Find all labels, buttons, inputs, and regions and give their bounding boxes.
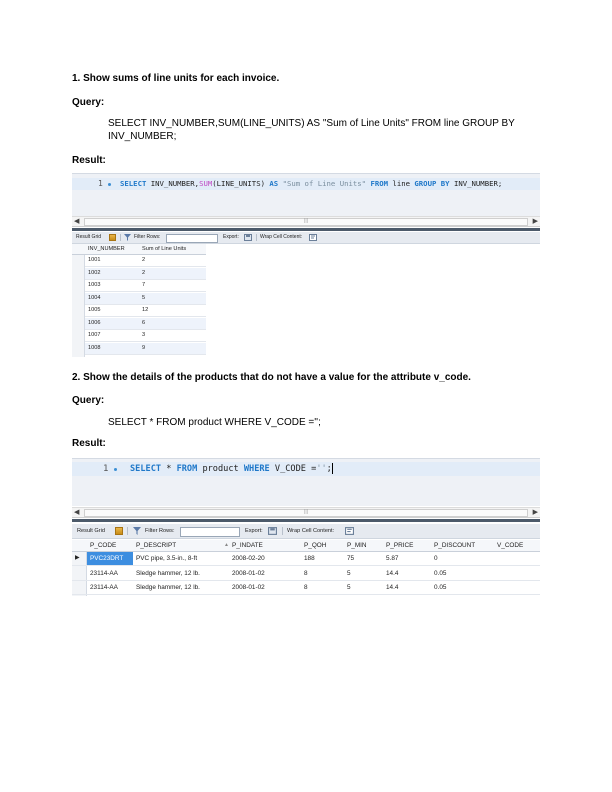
column-header[interactable]: Sum of Line Units bbox=[142, 246, 187, 252]
toolbar-separator bbox=[127, 527, 128, 535]
table-row[interactable] bbox=[72, 552, 540, 566]
table-cell[interactable]: 2008-01-02 bbox=[232, 584, 265, 591]
grip-icon: ||| bbox=[304, 218, 308, 224]
filter-rows-input[interactable] bbox=[166, 234, 218, 243]
table-cell[interactable]: 5 bbox=[142, 294, 146, 301]
filter-rows-label: Filter Rows: bbox=[145, 528, 175, 534]
grid-header bbox=[72, 244, 206, 255]
table-row[interactable] bbox=[85, 343, 206, 355]
table-row[interactable] bbox=[85, 255, 206, 267]
table-row[interactable] bbox=[72, 567, 540, 581]
table-cell[interactable]: 1007 bbox=[88, 332, 101, 338]
table-cell[interactable]: 0.05 bbox=[434, 584, 447, 591]
table-cell[interactable]: 2008-01-02 bbox=[232, 569, 265, 577]
table-cell[interactable]: 1004 bbox=[88, 294, 101, 301]
table-row[interactable] bbox=[85, 268, 206, 280]
scrollbar-thumb[interactable] bbox=[84, 509, 528, 517]
result-grid-2[interactable] bbox=[72, 540, 540, 596]
table-cell[interactable]: 23114-AA bbox=[90, 584, 118, 591]
table-row[interactable] bbox=[85, 330, 206, 342]
section1-result-label: Result: bbox=[72, 155, 106, 166]
row-header-column bbox=[72, 244, 85, 357]
column-header[interactable]: P_CODE bbox=[90, 542, 117, 549]
table-cell[interactable]: 2 bbox=[142, 257, 146, 263]
wrap-cell-icon[interactable] bbox=[309, 234, 316, 241]
table-cell[interactable]: 8 bbox=[304, 569, 308, 577]
text-caret bbox=[332, 463, 333, 474]
sort-arrow-icon[interactable]: ▲ bbox=[224, 542, 229, 548]
sql-code[interactable]: SELECT INV_NUMBER,SUM(LINE_UNITS) AS "Sum of Line Units" FROM line GROUP BY INV_NUMBER; bbox=[120, 179, 503, 188]
wrap-cell-icon[interactable] bbox=[345, 527, 352, 534]
table-cell[interactable]: 1003 bbox=[88, 282, 101, 288]
column-header[interactable]: P_QOH bbox=[304, 542, 327, 549]
column-header[interactable]: V_CODE bbox=[497, 542, 524, 549]
table-cell[interactable]: 9 bbox=[142, 344, 146, 351]
export-label: Export: bbox=[245, 528, 263, 534]
column-header[interactable]: P_MIN bbox=[347, 542, 367, 549]
horizontal-scrollbar[interactable] bbox=[72, 216, 540, 227]
table-cell[interactable]: 1006 bbox=[88, 319, 101, 326]
line-marker-icon bbox=[108, 183, 111, 186]
section1-heading: 1. Show sums of line units for each invoice. bbox=[72, 73, 280, 84]
table-cell[interactable]: 75 bbox=[347, 555, 355, 562]
grid-icon[interactable] bbox=[115, 527, 123, 535]
result-grid-tab[interactable]: Result Grid bbox=[76, 234, 102, 240]
panel-divider bbox=[72, 228, 540, 231]
table-cell[interactable]: 14.4 bbox=[386, 569, 399, 577]
table-cell[interactable]: 1005 bbox=[88, 307, 101, 313]
wrap-cell-label: Wrap Cell Content: bbox=[287, 528, 335, 534]
table-cell[interactable]: 12 bbox=[142, 307, 149, 313]
result-grid-tab[interactable]: Result Grid bbox=[77, 528, 105, 534]
line-number: 1 bbox=[98, 179, 103, 188]
export-icon[interactable] bbox=[268, 527, 275, 534]
section1-query-label: Query: bbox=[72, 97, 105, 108]
table-cell[interactable]: 0.05 bbox=[434, 569, 447, 577]
column-header[interactable]: P_DISCOUNT bbox=[434, 542, 476, 549]
table-cell[interactable]: 1008 bbox=[88, 344, 101, 351]
panel-divider bbox=[72, 519, 540, 522]
column-header[interactable]: P_PRICE bbox=[386, 542, 414, 549]
export-label: Export: bbox=[223, 234, 239, 240]
table-row[interactable] bbox=[85, 305, 206, 317]
filter-rows-label: Filter Rows: bbox=[134, 234, 161, 240]
table-cell[interactable]: 23114-AA bbox=[90, 569, 118, 577]
table-cell[interactable]: 14.4 bbox=[386, 584, 399, 591]
section2-query-text: SELECT * FROM product WHERE V_CODE =''; bbox=[108, 417, 321, 428]
column-header[interactable]: P_DESCRIPT bbox=[136, 542, 177, 549]
table-cell[interactable]: 188 bbox=[304, 555, 315, 562]
line-marker-icon bbox=[114, 468, 117, 471]
current-row-pointer-icon: ▶ bbox=[75, 555, 80, 561]
column-header[interactable]: P_INDATE bbox=[232, 542, 263, 549]
section2-query-label: Query: bbox=[72, 395, 105, 406]
table-cell[interactable]: 5 bbox=[347, 569, 351, 577]
result-toolbar bbox=[72, 232, 540, 244]
sql-editor-2[interactable] bbox=[72, 458, 540, 506]
filter-rows-input[interactable] bbox=[180, 527, 240, 537]
table-cell[interactable]: 5 bbox=[347, 584, 351, 591]
toolbar-separator bbox=[120, 234, 121, 241]
table-cell[interactable]: 6 bbox=[142, 319, 146, 326]
section1-query-text: SELECT INV_NUMBER,SUM(LINE_UNITS) AS "Sum of Line Units" FROM line GROUP BY INV_NUMBER; bbox=[108, 118, 515, 142]
export-icon[interactable] bbox=[244, 234, 251, 241]
table-cell[interactable]: 7 bbox=[142, 282, 146, 288]
wrap-cell-label: Wrap Cell Content: bbox=[260, 234, 303, 240]
scrollbar-thumb[interactable] bbox=[84, 218, 528, 226]
table-cell[interactable]: 2 bbox=[142, 269, 146, 276]
grip-icon: ||| bbox=[304, 509, 308, 515]
section2-heading: 2. Show the details of the products that do not have a value for the attribute v_code. bbox=[72, 372, 471, 383]
result-grid-1[interactable] bbox=[72, 244, 206, 357]
filter-icon[interactable] bbox=[133, 527, 140, 534]
table-cell[interactable]: Sledge hammer, 12 lb. bbox=[136, 569, 200, 577]
scroll-left-icon[interactable]: ◀ bbox=[74, 509, 80, 516]
table-row[interactable] bbox=[85, 293, 206, 305]
table-cell[interactable]: 5.87 bbox=[386, 555, 399, 562]
result-toolbar bbox=[72, 524, 540, 539]
table-row[interactable] bbox=[85, 318, 206, 330]
toolbar-separator bbox=[282, 527, 283, 535]
scroll-right-icon[interactable]: ▶ bbox=[532, 509, 538, 516]
table-cell[interactable]: PVC pipe, 3.5-in., 8-ft bbox=[136, 555, 198, 562]
section2-result-label: Result: bbox=[72, 438, 106, 449]
scroll-right-icon[interactable]: ▶ bbox=[532, 218, 538, 225]
table-cell[interactable]: 3 bbox=[142, 332, 146, 338]
selected-cell[interactable]: PVC23DRT bbox=[87, 552, 133, 565]
grid-icon[interactable] bbox=[109, 234, 116, 241]
table-cell[interactable]: 8 bbox=[304, 584, 308, 591]
grid-header bbox=[72, 540, 540, 552]
table-cell[interactable]: 1002 bbox=[88, 269, 101, 276]
table-cell[interactable]: Sledge hammer, 12 lb. bbox=[136, 584, 200, 591]
sql-editor-1[interactable] bbox=[72, 173, 540, 216]
table-row[interactable] bbox=[72, 581, 540, 595]
column-header[interactable]: INV_NUMBER bbox=[88, 246, 125, 252]
table-row[interactable] bbox=[85, 280, 206, 292]
scroll-left-icon[interactable]: ◀ bbox=[74, 218, 80, 225]
table-cell[interactable]: 0 bbox=[434, 555, 438, 562]
filter-icon[interactable] bbox=[124, 234, 131, 241]
horizontal-scrollbar[interactable] bbox=[72, 507, 540, 518]
table-cell[interactable]: 2008-02-20 bbox=[232, 555, 265, 562]
table-cell[interactable]: 1001 bbox=[88, 257, 101, 263]
line-number: 1 bbox=[103, 464, 109, 474]
toolbar-separator bbox=[256, 234, 257, 241]
sql-code[interactable]: SELECT * FROM product WHERE V_CODE =''; bbox=[130, 464, 332, 474]
